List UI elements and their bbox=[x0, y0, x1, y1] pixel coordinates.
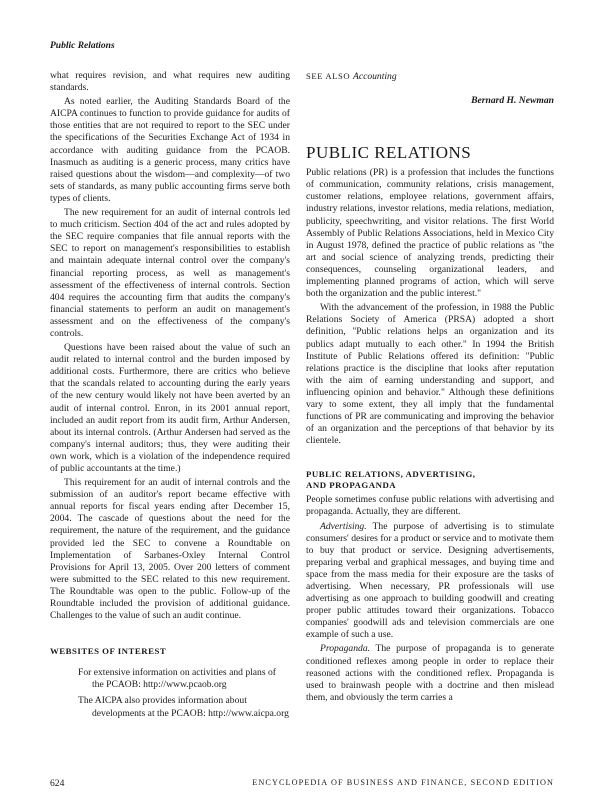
right-column bbox=[306, 70, 554, 704]
section-heading bbox=[306, 469, 554, 491]
running-head: Public Relations bbox=[50, 41, 115, 51]
paragraph: what requires revision, and what requires new auditing standards. bbox=[50, 70, 290, 94]
websites-heading: WEBSITES OF INTEREST bbox=[50, 646, 167, 657]
website-item: The AICPA also provides information about developments at the PCAOB: http://www.aicpa.org bbox=[78, 695, 289, 719]
section-intro: People sometimes confuse public relations with advertising and propaganda. Actually, they are different. bbox=[306, 494, 554, 518]
page-number: 624 bbox=[50, 778, 65, 789]
paragraph: As noted earlier, the Auditing Standards Board of the AICPA continues to function to provide guidance for audits of those entities that are not required to report to the SEC under the specifications of the Securities Exchange Act of 1934 in accordance with auditing guidance from the PCAOB. Inasmuch as auditing is a generic process, many critics have raised questions about the wisdom—and complexity—of two sets of standards, as many public accounting firms serve both types of clients. bbox=[50, 96, 290, 204]
website-item: For extensive information on activities and plans of the PCAOB: http://www.pcaob.org bbox=[78, 667, 276, 691]
paragraph: Public relations (PR) is a profession that includes the functions of communication, community relations, crisis management, customer relations, employee relations, government affairs, industry relations, investor relations, media relations, mediation, publicity, speechwriting, and visitor relations. The first World Assembly of Public Relations Associations, held in Mexico City in August 1978, defined the practice of public relations as "the art and social science of analyzing trends, predicting their consequences, counseling organizational leaders, and implementing planned programs of action, which will serve both the organization and the public interest." bbox=[306, 167, 554, 300]
advertising-paragraph bbox=[306, 521, 554, 642]
publication-title: ENCYCLOPEDIA OF BUSINESS AND FINANCE, SECOND EDITION bbox=[252, 778, 554, 787]
propaganda-term: Propaganda. bbox=[320, 643, 371, 655]
see-also-link[interactable]: Accounting bbox=[352, 71, 397, 82]
author-signature: Bernard H. Newman bbox=[471, 95, 554, 107]
propaganda-text: The purpose of propaganda is to generate conditioned reflexes among people in order to replace their reasoned actions with the conditioned reflex. Propaganda is used to brainwash people with a doctrine and then mislead them, and obviously the term carries a bbox=[306, 643, 554, 703]
advertising-text: The purpose of advertising is to stimulate consumers' desires for a product or service and to motivate them to buy that product or service. Designing advertisements, preparing verbal and graphical messages, and buying time and space from the mass media for their exposure are the tasks of advertising. When necessary, PR professionals will use advertising as one approach to building goodwill and creating proper public attitudes toward their organizations. Tobacco companies' goodwill ads and television commercials are one example of such a use. bbox=[306, 520, 554, 641]
paragraph: This requirement for an audit of internal controls and the submission of an auditor's report became effective with annual reports for fiscal years ending after December 15, 2004. The cascade of questions about the need for the requirement, the nature of the requirement, and the guidance provided led the SEC to convene a Roundtable on Implementation of Sarbanes-Oxley Internal Control Provisions for April 13, 2005. Over 200 letters of comment were submitted to the SEC related to this new requirement. The Roundtable was open to the public. Follow-up of the Roundtable included the provision of additional guidance. Challenges to the value of such an audit continue. bbox=[50, 477, 290, 622]
advertising-term: Advertising. bbox=[320, 520, 367, 532]
article-title: PUBLIC RELATIONS bbox=[306, 143, 472, 163]
left-column bbox=[50, 70, 290, 724]
section-heading-line2: AND PROPAGANDA bbox=[306, 480, 397, 491]
paragraph: With the advancement of the profession, in 1988 the Public Relations Society of America (PRSA) adopted a short definition, "Public relations helps an organization and its publics adapt mutually to each other." In 1994 the British Institute of Public Relations offered its definition: "Public relations practice is the discipline that looks after reputation with the aim of earning understanding and support, and influencing opinion and behavior." Although these definitions vary to some extent, they all imply that the fundamental functions of PR are communicating and improving the behavior of an organization and the perceptions of that behavior by its clientele. bbox=[306, 302, 554, 447]
see-also-label: SEE ALSO bbox=[306, 71, 351, 81]
paragraph: Questions have been raised about the value of such an audit related to internal control and the burden imposed by additional costs. Furthermore, there are critics who believe that the scandals related to accounting during the early years of the new century would likely not have been averted by an audit of internal control. Enron, in its 2001 annual report, included an audit report from its audit firm, Arthur Andersen, about its internal controls. (Arthur Andersen had served as the company's internal auditors; thus, they were auditing their own work, which is a violation of the independence required of public accountants at the time.) bbox=[50, 342, 290, 474]
section-heading-line1: PUBLIC RELATIONS, ADVERTISING, bbox=[306, 469, 476, 480]
see-also bbox=[306, 70, 554, 83]
paragraph: The new requirement for an audit of internal controls led to much criticism. Section 404 of the act and rules adopted by the SEC require companies that file annual reports with the SEC to report on management's responsibilities to establish and maintain adequate internal control over the company's financial reporting process, as well as management's assessment of the effectiveness of internal controls. Section 404 requires the accounting firm that audits the company's financial statements to perform an audit on management's assessment and on the effectiveness of the company's controls. bbox=[50, 207, 290, 339]
propaganda-paragraph bbox=[306, 643, 554, 703]
